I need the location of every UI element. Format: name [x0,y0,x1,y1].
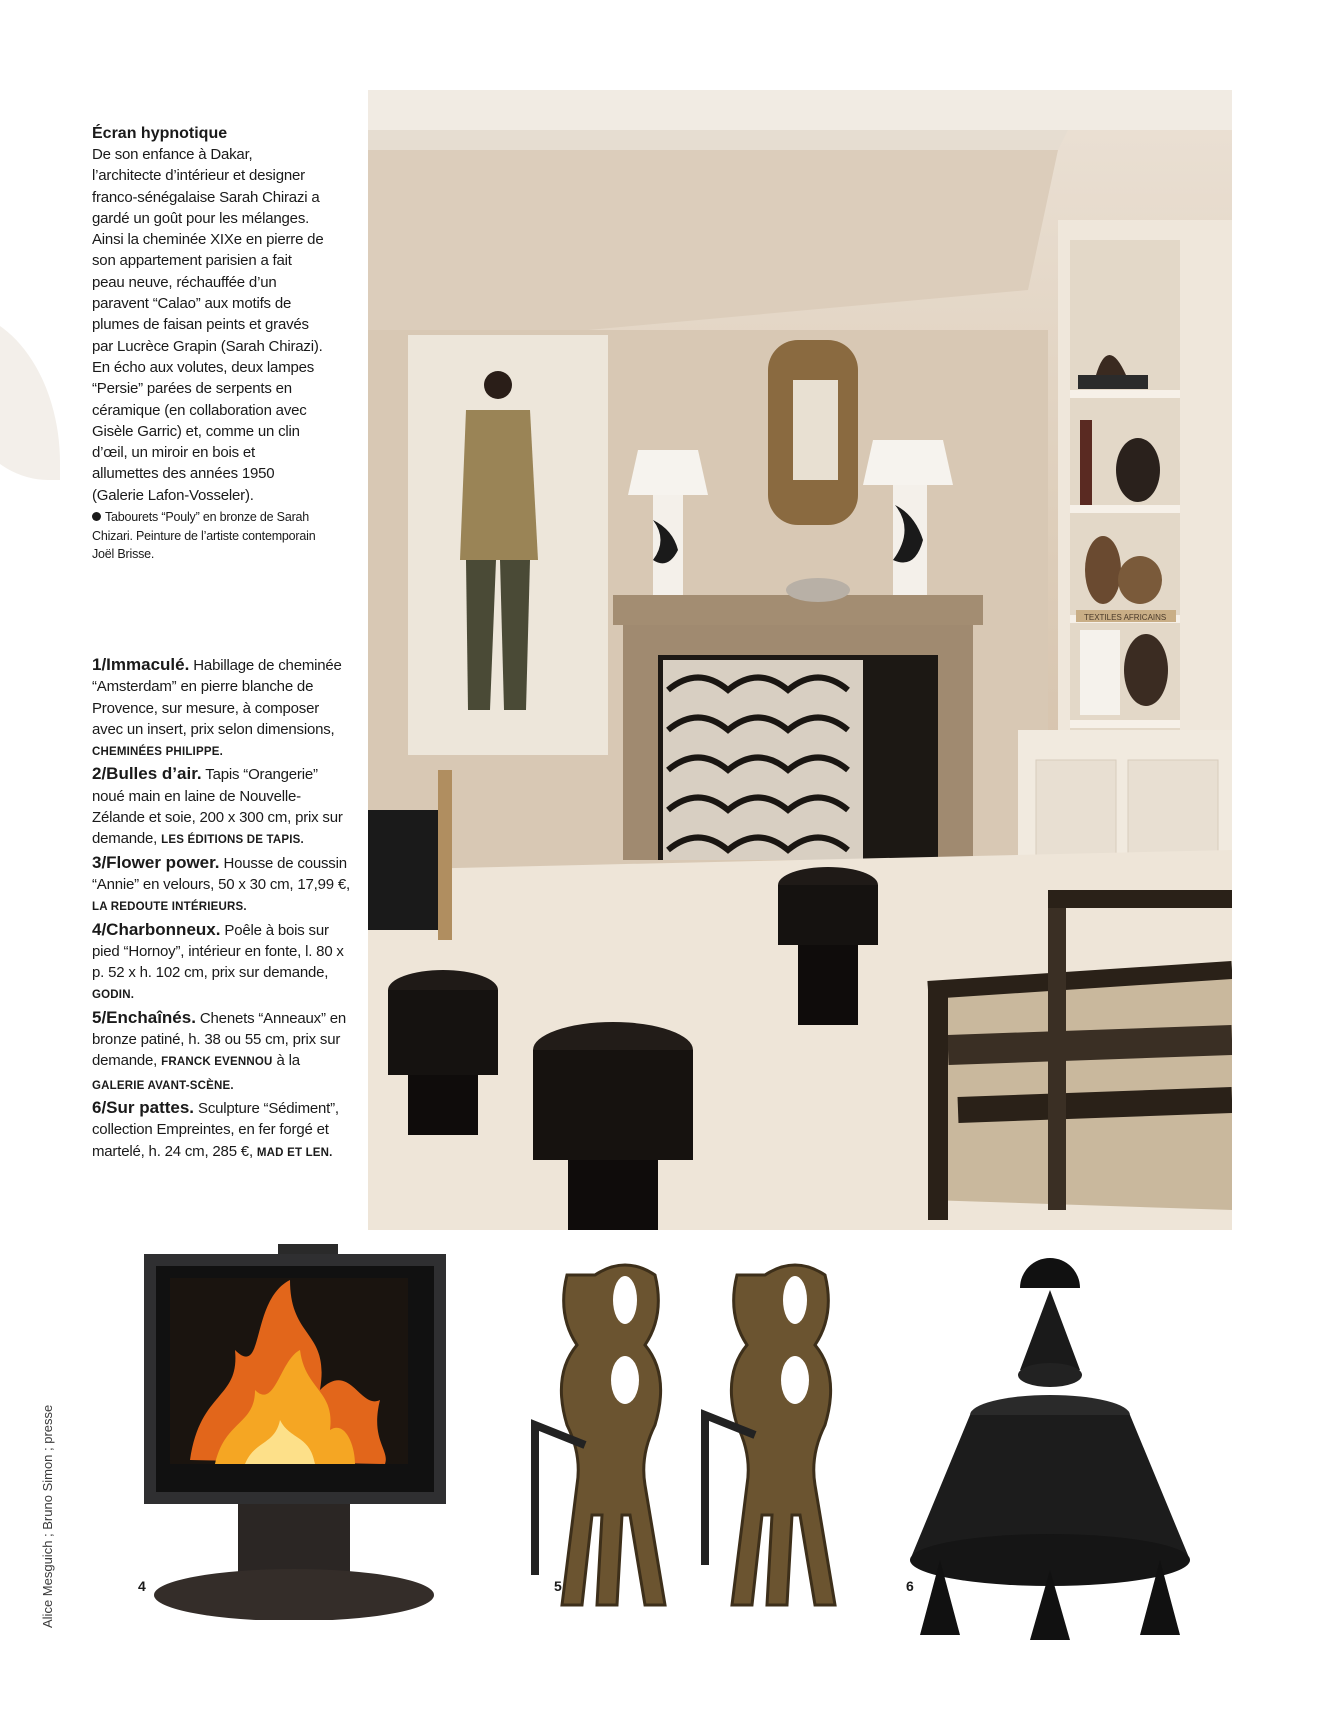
product-number-4: 4 [138,1578,146,1594]
lamp-right [863,440,953,485]
product-image-andirons [525,1245,865,1645]
intro-body: De son enfance à Dakar, l’architecte d’intérieur et designer franco-sénégalaise Sarah Chirazi a gardé un goût pour les mélanges. Ainsi la cheminée XIXe en pierre de son appartement parisien a fait peau neuve, réchauffée d’un paravent “Calao” aux motifs de plumes de faisan peints et gravés par Lucrèce Grapin (Sarah Chirazi). En écho aux volutes, deux lampes “Persie” parées de serpents en céramique (en collaboration avec Gisèle Garric) et, comme un clin d’œil, un miroir en bois et allumettes des années 1950 (Galerie Lafon-Vosseler). [92,146,324,504]
product-number-6: 6 [906,1578,914,1594]
interior-illustration [368,90,1232,1230]
product-text: Sculpture “Sédiment”, collection Empreintes, en fer forgé et martelé, h. 24 cm, 285 €, [92,1099,339,1160]
fireplace-screen [663,660,863,860]
product-text: Tapis “Orangerie” noué main en laine de Nouvelle-Zélande et soie, 200 x 300 cm, prix sur demande, [92,766,343,848]
product-brand: FRANCK EVENNOU [161,1056,273,1069]
bullet-icon [92,512,101,521]
product-entry-3 [92,852,352,919]
product-title: 4/Charbonneux. [92,919,221,939]
intro-title: Écran hypnotique [92,125,228,142]
product-entry-5 [92,1007,352,1097]
product-brand: LES ÉDITIONS DE TAPIS. [161,834,304,847]
product-title: 2/Bulles d’air. [92,764,202,784]
product-image-stove [130,1240,460,1620]
intro-block [92,124,324,564]
product-entry-6 [92,1097,352,1164]
photo-credit: Alice Mesguich ; Bruno Simon ; presse [40,1404,55,1628]
product-text: Habillage de cheminée “Amsterdam” en pierre blanche de Provence, sur mesure, à composer avec un insert, prix selon dimensions, [92,657,342,738]
lamp-left [628,450,708,495]
product-title: 3/Flower power. [92,852,220,872]
decorative-leaf-shape [0,310,60,480]
book-label: TEXTILES AFRICAINS [1084,613,1167,622]
fireplace-mantel [613,595,983,625]
product-entry-2 [92,763,352,851]
product-entry-1 [92,654,352,763]
product-text-2: à la [272,1052,300,1070]
product-text: Chenets “Anneaux” en bronze patiné, h. 38 ou 55 cm, prix sur demande, [92,1009,347,1070]
product-text: Poêle à bois sur pied “Hornoy”, intérieur en fonte, l. 80 x p. 52 x h. 102 cm, prix sur demande, [92,921,344,982]
product-entry-4 [92,919,352,1007]
product-brand: MAD ET LEN. [256,1146,333,1159]
product-text: Housse de coussin “Annie” en velours, 50 x 30 cm, 17,99 €, [92,854,350,893]
product-brand: GODIN. [92,989,135,1002]
product-number-5: 5 [554,1578,562,1594]
product-list [92,654,352,1164]
product-title: 6/Sur pattes. [92,1097,195,1117]
product-brand: CHEMINÉES PHILIPPE. [92,746,223,759]
product-image-sculpture [895,1240,1205,1640]
product-title: 1/Immaculé. [92,655,190,674]
product-brand: LA REDOUTE INTÉRIEURS. [92,901,247,914]
product-title: 5/Enchaînés. [92,1007,196,1027]
interior-photo [368,90,1232,1230]
product-brand-2: GALERIE AVANT-SCÈNE. [92,1079,234,1092]
caption-text: Tabourets “Pouly” en bronze de Sarah Chizari. Peinture de l’artiste contemporain Joël Brisse. [92,510,316,562]
photo-caption [92,508,324,564]
